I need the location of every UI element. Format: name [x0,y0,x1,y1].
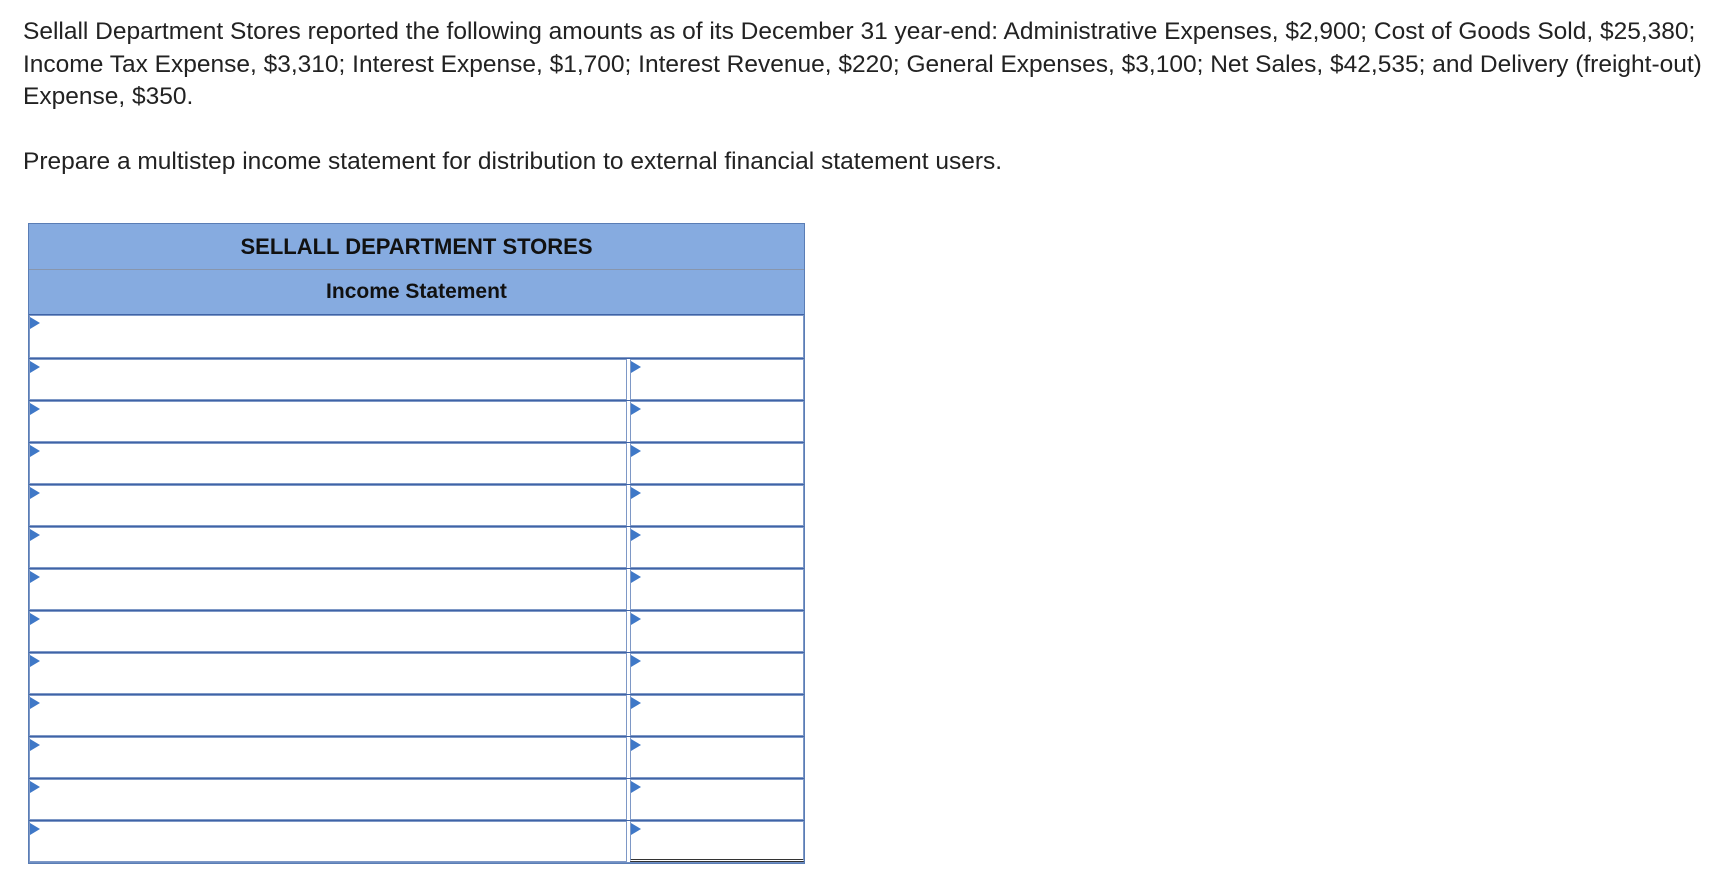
amount-cell[interactable] [630,401,804,442]
label-cell[interactable] [29,527,627,568]
amount-cell[interactable] [630,443,804,484]
table-row [29,484,804,526]
amount-input[interactable] [631,738,803,777]
label-input[interactable] [30,696,626,735]
label-cell[interactable] [29,779,627,820]
table-row [29,400,804,442]
label-input[interactable] [30,738,626,777]
date-line-input[interactable] [30,316,803,357]
table-row [29,358,804,400]
table-row [29,694,804,736]
table-row [29,736,804,778]
table-row [29,568,804,610]
amount-cell[interactable] [630,527,804,568]
label-input[interactable] [30,402,626,441]
label-cell[interactable] [29,401,627,442]
income-statement-table [28,223,805,864]
amount-input[interactable] [631,822,803,859]
label-cell[interactable] [29,443,627,484]
amount-input[interactable] [631,360,803,399]
amount-cell[interactable] [630,779,804,820]
amount-input[interactable] [631,612,803,651]
amount-input[interactable] [631,654,803,693]
label-input[interactable] [30,486,626,525]
table-row [29,820,804,863]
label-cell[interactable] [29,569,627,610]
amount-input[interactable] [631,780,803,819]
company-name-header: SELLALL DEPARTMENT STORES [29,224,804,270]
net-income-amount-cell[interactable] [630,821,804,862]
label-input[interactable] [30,360,626,399]
problem-text: Sellall Department Stores reported the following amounts as of its December 31 year-end: Administrative Expenses, $2,900; Cost of Goods Sold, $25,380; Income Tax Expense, $3,310; Interest Expense, $1,700; Interest Revenue, $220; General Expenses, $3,100; Net Sales, $42,535; and Delivery (freight-out) Expense, $350. [23,18,1702,110]
label-cell[interactable] [29,737,627,778]
amount-input[interactable] [631,570,803,609]
amount-input[interactable] [631,402,803,441]
table-row [29,442,804,484]
date-line-cell[interactable] [29,315,804,358]
amount-cell[interactable] [630,359,804,400]
label-input[interactable] [30,444,626,483]
label-input[interactable] [30,612,626,651]
table-row [29,610,804,652]
amount-input[interactable] [631,444,803,483]
table-row [29,652,804,694]
amount-input[interactable] [631,528,803,567]
label-cell[interactable] [29,359,627,400]
amount-cell[interactable] [630,485,804,526]
label-cell[interactable] [29,611,627,652]
table-row [29,778,804,820]
amount-cell[interactable] [630,695,804,736]
label-cell[interactable] [29,821,627,862]
table-row [29,526,804,568]
amount-cell[interactable] [630,737,804,778]
label-cell[interactable] [29,695,627,736]
statement-title-header: Income Statement [29,270,804,314]
label-cell[interactable] [29,485,627,526]
label-cell[interactable] [29,653,627,694]
label-input[interactable] [30,822,626,861]
amount-cell[interactable] [630,569,804,610]
amount-input[interactable] [631,696,803,735]
label-input[interactable] [30,528,626,567]
amount-cell[interactable] [630,611,804,652]
instruction-text: Prepare a multistep income statement for distribution to external financial statement users. [23,148,1003,175]
amount-input[interactable] [631,486,803,525]
label-input[interactable] [30,654,626,693]
label-input[interactable] [30,570,626,609]
date-line-row [29,314,804,358]
amount-cell[interactable] [630,653,804,694]
label-input[interactable] [30,780,626,819]
